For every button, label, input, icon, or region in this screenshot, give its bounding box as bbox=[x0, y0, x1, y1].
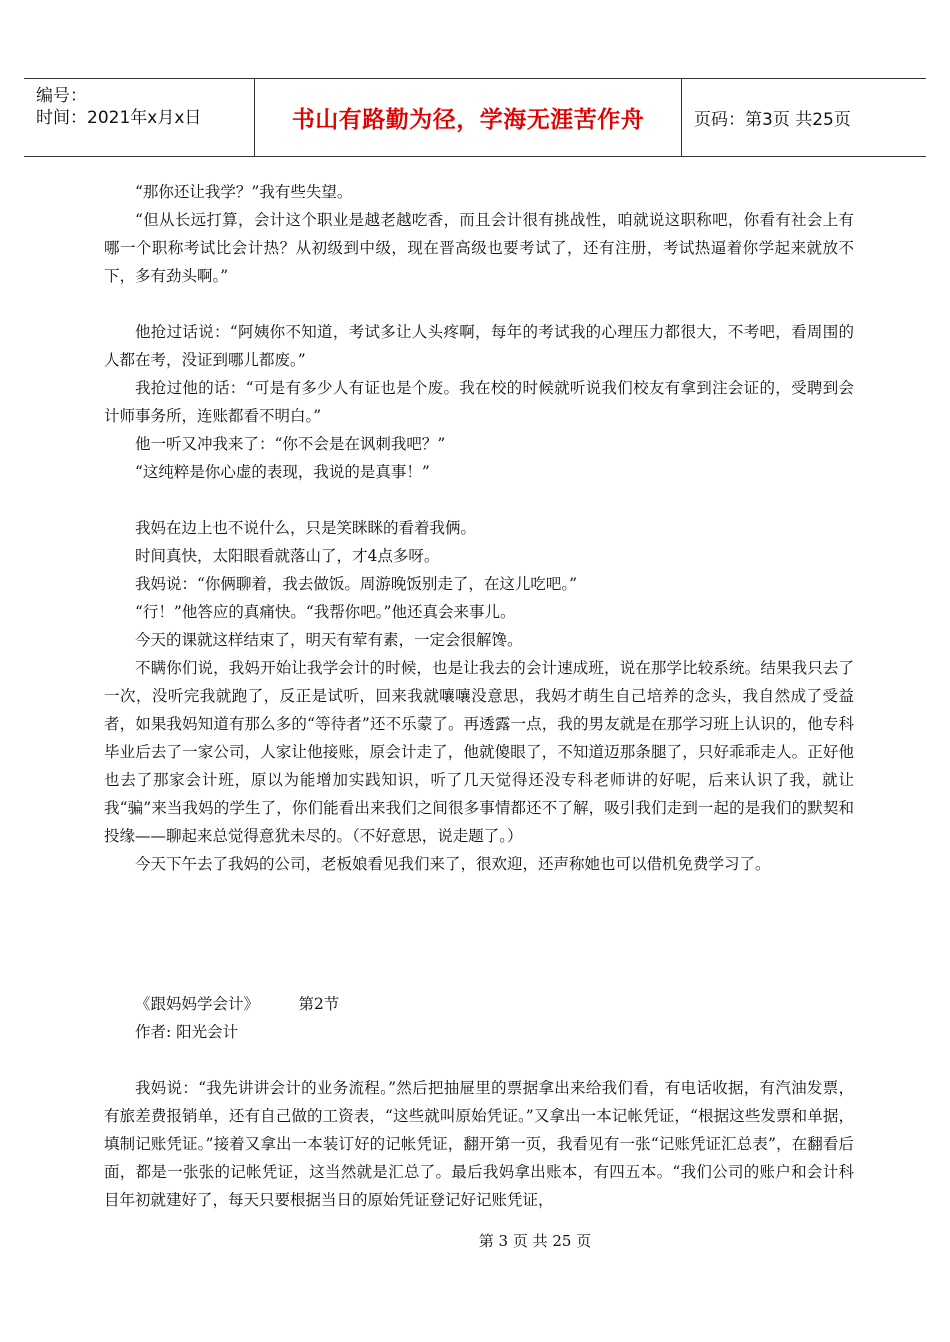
document-time-label: 时间：2021年x月x日 bbox=[36, 108, 202, 128]
paragraph: 我妈说：“你俩聊着，我去做饭。周游晚饭别走了，在这儿吃吧。” bbox=[135, 575, 578, 593]
paragraph: 我抢过他的话：“可是有多少人有证也是个废。我在校的时候就听说我们校友有拿到注会证的，受聘到会计师事务所，连账都看不明白。” bbox=[104, 379, 854, 425]
book-title: 《跟妈妈学会计》 bbox=[135, 995, 260, 1013]
header-motto-cell bbox=[255, 79, 682, 156]
paragraph: 时间真快，太阳眼看就落山了，才4点多呀。 bbox=[135, 547, 440, 565]
paragraph: 今天的课就这样结束了，明天有荤有素，一定会很解馋。 bbox=[135, 631, 523, 649]
paragraph: 我妈在边上也不说什么，只是笑眯眯的看着我俩。 bbox=[135, 519, 477, 537]
section-author: 作者: 阳光会计 bbox=[135, 1023, 239, 1041]
paragraph: 不瞒你们说，我妈开始让我学会计的时候，也是让我去的会计速成班，说在那学比较系统。结果我只去了一次，没听完我就跑了，反正是试听，回来我就嚷嚷没意思，我妈才萌生自己培养的念头，我自然成了受益者，如果我妈知道有那么多的“等待者”还不乐蒙了。再透露一点，我的男友就是在那学习班上认识的，他专科毕业后去了一家公司，人家让他接账，原会计走了，他就傻眼了，不知道迈那条腿了，只好乖乖走人。正好他也去了那家会计班，原以为能增加实践知识，听了几天觉得还没专科老师讲的好呢，后来认识了我，就让我“骗”来当我妈的学生了，你们能看出来我们之间很多事情都还不了解，吸引我们走到一起的是我们的默契和投缘——聊起来总觉得意犹未尽的。（不好意思，说走题了。） bbox=[104, 659, 854, 845]
section-gap bbox=[104, 878, 854, 990]
section-title-line bbox=[104, 990, 854, 1018]
page-header bbox=[24, 78, 926, 157]
header-page-cell bbox=[682, 79, 926, 156]
paragraph-gap bbox=[104, 486, 854, 514]
section-part: 第2节 bbox=[298, 995, 340, 1013]
page-footer: 第 3 页 共 25 页 bbox=[478, 1232, 592, 1250]
paragraph: “但从长远打算，会计这个职业是越老越吃香，而且会计很有挑战性，咱就说这职称吧，你看有社会上有哪一个职称考试比会计热？从初级到中级，现在晋高级也要考试了，还有注册，考试热逼着你学起来就放不下，多有劲头啊。” bbox=[104, 211, 854, 285]
paragraph-gap bbox=[104, 1046, 854, 1074]
paragraph: 他抢过话说：“阿姨你不知道，考试多让人头疼啊，每年的考试我的心理压力都很大，不考吧，看周围的人都在考，没证到哪儿都废。” bbox=[104, 323, 854, 369]
paragraph: 我妈说：“我先讲讲会计的业务流程。”然后把抽屉里的票据拿出来给我们看，有电话收据，有汽油发票，有旅差费报销单，还有自己做的工资表，“这些就叫原始凭证。”又拿出一本记帐凭证，“根据这些发票和单据，填制记账凭证。”接着又拿出一本装订好的记帐凭证，翻开第一页，我看见有一张“记账凭证汇总表”，在翻看后面，都是一张张的记帐凭证，这当然就是汇总了。最后我妈拿出账本，有四五本。“我们公司的账户和会计科目年初就建好了，每天只要根据当日的原始凭证登记好记账凭证， bbox=[104, 1079, 854, 1209]
paragraph: “行！”他答应的真痛快。“我帮你吧。”他还真会来事儿。 bbox=[135, 603, 516, 621]
paragraph: 他一听又冲我来了：“你不会是在讽刺我吧？” bbox=[135, 435, 446, 453]
paragraph: “这纯粹是你心虚的表现，我说的是真事！” bbox=[135, 463, 430, 481]
motto-text: 书山有路勤为径，学海无涯苦作舟 bbox=[291, 107, 645, 133]
paragraph: 今天下午去了我妈的公司，老板娘看见我们来了，很欢迎，还声称她也可以借机免费学习了。 bbox=[135, 855, 771, 873]
document-number-label: 编号： bbox=[36, 86, 87, 106]
paragraph: “那你还让我学？”我有些失望。 bbox=[135, 183, 353, 201]
paragraph-gap bbox=[104, 290, 854, 318]
header-meta-cell bbox=[24, 79, 255, 156]
document-body bbox=[104, 178, 854, 1214]
page-number-label: 页码：第3页 共25页 bbox=[694, 110, 851, 130]
